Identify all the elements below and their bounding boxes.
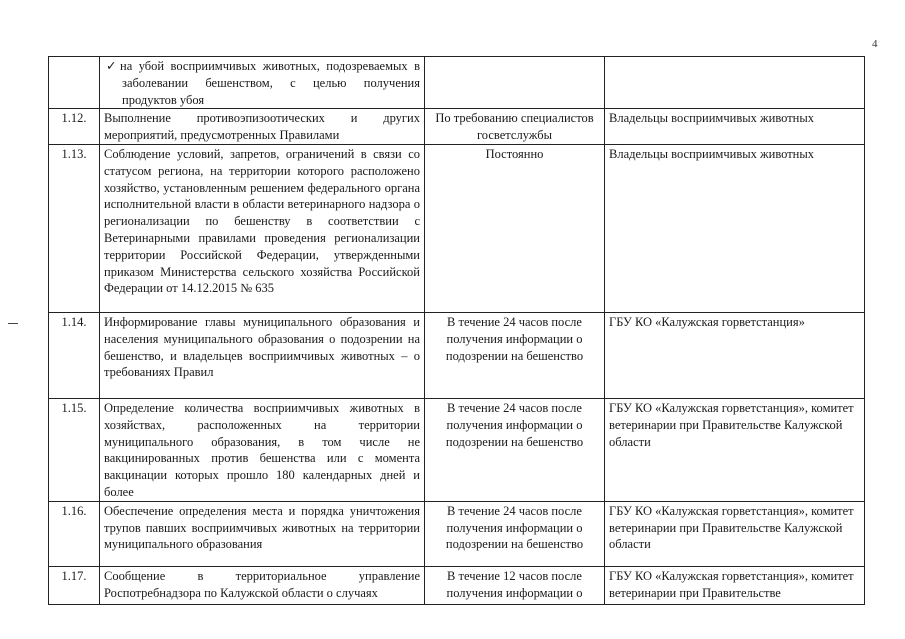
table-row — [49, 144, 865, 312]
row-responsible: ГБУ КО «Калужская горветстанция», комитет ветеринарии при Правительстве Калужской области — [605, 398, 865, 501]
row-deadline: Постоянно — [425, 144, 605, 312]
table-row — [49, 566, 865, 604]
measures-table — [48, 56, 865, 605]
row-description — [100, 57, 425, 109]
row-deadline: В течение 24 часов после получения информации о подозрении на бешенство — [425, 501, 605, 566]
table-row — [49, 312, 865, 398]
row-number: 1.17. — [49, 566, 100, 604]
page-number: 4 — [872, 38, 878, 50]
row-description: Сообщение в территориальное управление Роспотребнадзора по Калужской области о случаях — [100, 566, 425, 604]
row-deadline: В течение 12 часов после получения информации о — [425, 566, 605, 604]
row-description: Соблюдение условий, запретов, ограничений в связи со статусом региона, на территории которого расположено хозяйство, установленным решением федерального органа исполнительной власти в области ветеринарного надзора о регионализации по бешенству в соответствии с Ветеринарными правилами проведения регионализации территории Российской Федерации, утвержденными приказом Министерства сельского хозяйства Российской Федерации от 14.12.2015 № 635 — [100, 144, 425, 312]
table-row — [49, 501, 865, 566]
row-number: 1.12. — [49, 109, 100, 145]
row-description: Информирование главы муниципального образования и населения муниципального образования о подозрении на бешенство, и владельцев восприимчивых животных – о требованиях Правил — [100, 312, 425, 398]
row-number: 1.16. — [49, 501, 100, 566]
row-deadline: По требованию специалистов госветслужбы — [425, 109, 605, 145]
table-row — [49, 109, 865, 145]
table-row — [49, 57, 865, 109]
row-responsible: Владельцы восприимчивых животных — [605, 144, 865, 312]
row-number: 1.13. — [49, 144, 100, 312]
row-deadline: В течение 24 часов после получения информации о подозрении на бешенство — [425, 398, 605, 501]
table-row — [49, 398, 865, 501]
row-deadline — [425, 57, 605, 109]
row-number — [49, 57, 100, 109]
row-description: Определение количества восприимчивых животных в хозяйствах, расположенных на территории муниципального образования, в том числе не вакцинированных против бешенства или с момента вакцинации которых прошло 180 календарных дней и более — [100, 398, 425, 501]
row-responsible: ГБУ КО «Калужская горветстанция», комитет ветеринарии при Правительстве Калужской области — [605, 501, 865, 566]
row-responsible: ГБУ КО «Калужская горветстанция», комитет ветеринарии при Правительстве — [605, 566, 865, 604]
row-responsible — [605, 57, 865, 109]
bullet-text: на убой восприимчивых животных, подозреваемых в заболевании бешенством, с целью получения продуктов убоя — [120, 59, 420, 107]
row-responsible: ГБУ КО «Калужская горветстанция» — [605, 312, 865, 398]
row-number: 1.15. — [49, 398, 100, 501]
row-description: Выполнение противоэпизоотических и других мероприятий, предусмотренных Правилами — [100, 109, 425, 145]
row-deadline: В течение 24 часов после получения информации о подозрении на бешенство — [425, 312, 605, 398]
row-number: 1.14. — [49, 312, 100, 398]
margin-mark — [8, 323, 18, 324]
row-description: Обеспечение определения места и порядка уничтожения трупов павших восприимчивых животных на территории муниципального образования — [100, 501, 425, 566]
row-responsible: Владельцы восприимчивых животных — [605, 109, 865, 145]
checkmark-icon: ✓ — [106, 59, 117, 73]
